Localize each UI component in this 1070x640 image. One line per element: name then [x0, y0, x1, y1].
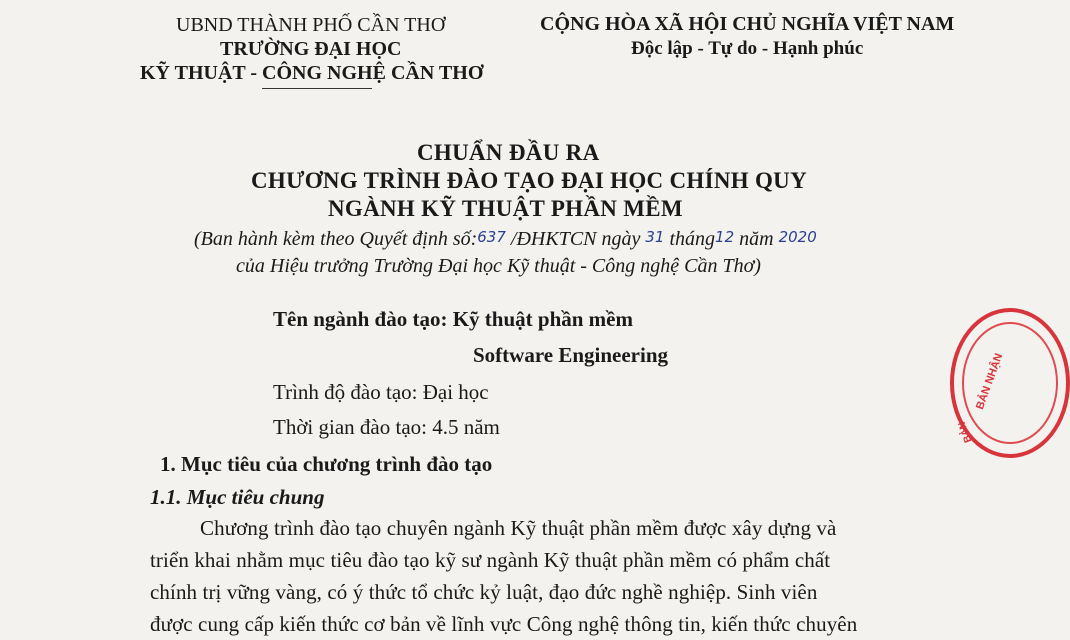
body-line-3: chính trị vững vàng, có ý thức tổ chức kỷ luật, đạo đức nghề nghiệp. Sinh viên [150, 580, 818, 604]
decision-line2: của Hiệu trưởng Trường Đại học Kỹ thuật - Công nghệ Cần Thơ) [236, 255, 761, 277]
country-name: CỘNG HÒA XÃ HỘI CHỦ NGHĨA VIỆT NAM [540, 13, 955, 35]
body-line-4: được cung cấp kiến thức cơ bản về lĩnh vực Công nghệ thông tin, kiến thức chuyên [150, 612, 858, 636]
doc-title-line1: CHUẨN ĐẦU RA [417, 140, 600, 165]
decision-number-handwritten: 637 [477, 228, 506, 246]
decision-year-label: năm [739, 228, 774, 250]
stamp-text-lower: BẢN [956, 419, 975, 444]
decision-year-handwritten: 2020 [778, 228, 817, 246]
decision-month-label: tháng [669, 228, 716, 250]
body-line-1: Chương trình đào tạo chuyên ngành Kỹ thuật phần mềm được xây dựng và [200, 516, 837, 540]
section-heading-1: 1. Mục tiêu của chương trình đào tạo [160, 452, 493, 476]
decision-prefix: (Ban hành kèm theo Quyết định số: [194, 228, 478, 250]
stamp-text: BẢN NHẬN [974, 351, 1006, 412]
major-name: Tên ngành đào tạo: Kỹ thuật phần mềm [273, 307, 633, 331]
decision-agency: /ĐHKTCN ngày [510, 228, 641, 250]
training-duration: Thời gian đào tạo: 4.5 năm [273, 415, 500, 439]
doc-title-line2: CHƯƠNG TRÌNH ĐÀO TẠO ĐẠI HỌC CHÍNH QUY [251, 168, 807, 193]
decision-day-handwritten: 31 [645, 228, 665, 246]
decision-line1 [194, 228, 817, 251]
school-name-line2: KỸ THUẬT - CÔNG NGHỆ CẦN THƠ [140, 62, 484, 84]
school-name-line1: TRƯỜNG ĐẠI HỌC [220, 38, 402, 60]
training-level: Trình độ đào tạo: Đại học [273, 380, 489, 404]
section-heading-1-1: 1.1. Mục tiêu chung [150, 485, 325, 509]
header-left-underline [262, 88, 372, 89]
decision-month-handwritten: 12 [715, 228, 735, 246]
stamp-inner-ring [962, 322, 1058, 444]
national-motto: Độc lập - Tự do - Hạnh phúc [631, 38, 864, 59]
doc-title-line3: NGÀNH KỸ THUẬT PHẦN MỀM [328, 196, 683, 221]
body-line-2: triển khai nhằm mục tiêu đào tạo kỹ sư ngành Kỹ thuật phần mềm có phẩm chất [150, 548, 831, 572]
authority-name: UBND THÀNH PHỐ CẦN THƠ [176, 14, 446, 36]
major-name-english: Software Engineering [473, 343, 669, 367]
red-stamp [950, 308, 1070, 458]
